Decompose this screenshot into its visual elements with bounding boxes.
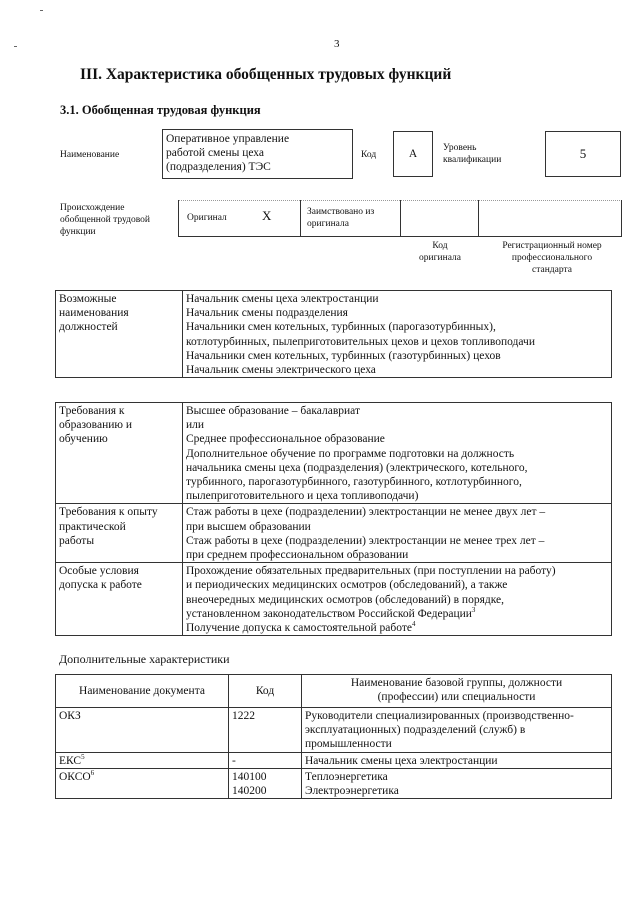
row-name-line: Руководители специализированных (производственно- [305, 710, 574, 722]
row-name [302, 708, 612, 753]
positions-label-line: наименования [59, 307, 129, 320]
borrowed-line: оригинала [307, 219, 349, 229]
scan-mark [14, 46, 17, 47]
reg-number-line: стандарта [532, 265, 572, 275]
row-name-line: Теплоэнергетика [305, 770, 388, 783]
conditions-label-line: допуска к работе [59, 579, 142, 592]
code-original-line: Код [432, 241, 448, 251]
education-label-line: образованию и [59, 419, 132, 432]
conditions-label-line: Особые условия [59, 565, 139, 578]
requirements-table [55, 402, 612, 636]
row-name-line: Электроэнергетика [305, 785, 399, 798]
experience-label-line: Требования к опыту [59, 506, 158, 519]
row-doc [56, 708, 229, 753]
origin-divider [300, 200, 301, 237]
conditions-line: Прохождение обязательных предварительных (при поступлении на работу) [186, 565, 556, 578]
row-doc [56, 768, 229, 798]
row-code-line: 140100 [232, 770, 267, 783]
row-name-line: Начальник смены цеха электростанции [305, 754, 498, 767]
education-label-line: Требования к [59, 405, 125, 417]
experience-line: Стаж работы в цехе (подразделении) электростанции не менее двух лет – [186, 506, 546, 519]
position-line: Начальник смены подразделения [186, 307, 348, 320]
origin-divider [178, 200, 179, 237]
subsection-title: 3.1. Обобщенная трудовая функция [60, 103, 261, 117]
section-title: III. Характеристика обобщенных трудовых функций [80, 66, 452, 83]
row-name-line: промышленности [305, 738, 392, 751]
origin-divider [478, 200, 479, 237]
row-code [229, 708, 302, 753]
row-code-line: - [232, 754, 236, 767]
origin-divider [621, 200, 622, 237]
row-doc-text: ЕКС [59, 754, 82, 767]
position-line: Начальники смен котельных, турбинных (парогазотурбинных), [186, 321, 496, 334]
education-cell [183, 403, 612, 504]
education-line: пылеприготовительного и цеха топливоподачи) [186, 490, 419, 503]
position-line: котлотурбинных, пылеприготовительных цехов и цехов топливоподачи [186, 335, 535, 348]
position-line: Начальник смены электрического цеха [186, 364, 376, 377]
row-doc-text: ОКСО [59, 770, 91, 783]
row-name [302, 752, 612, 768]
code-value-box [393, 131, 433, 177]
conditions-line-with-footnote [186, 607, 608, 621]
conditions-line: установленном законодательством Российской Федерации [186, 607, 472, 620]
experience-cell [183, 504, 612, 563]
education-line: или [186, 419, 205, 432]
row-doc [56, 752, 229, 768]
education-label-cell [56, 403, 183, 504]
education-label-line: обучению [59, 433, 108, 446]
borrowed-label [307, 206, 374, 230]
header-name-line: (профессии) или специальности [377, 691, 536, 704]
additional-table [55, 674, 612, 799]
footnote-ref: 5 [81, 752, 85, 761]
positions-label-line: Возможные [59, 293, 117, 305]
education-line: начальника смены цеха (подразделения) (электрического, котельного, [186, 461, 528, 474]
experience-label-line: работы [59, 534, 95, 547]
row-code-line: 1222 [232, 710, 255, 722]
level-value-box [545, 131, 621, 177]
origin-label-line: обобщенной трудовой [60, 215, 150, 225]
borrowed-line: Заимствовано из [307, 207, 375, 217]
level-label [443, 142, 501, 166]
original-label: Оригинал [187, 213, 227, 223]
education-line: Среднее профессиональное образование [186, 433, 385, 446]
header-name [302, 675, 612, 708]
code-label: Код [361, 150, 377, 160]
row-code-line: 140200 [232, 785, 267, 798]
table-row [56, 708, 612, 753]
table-row [56, 752, 612, 768]
code-original-caption [405, 240, 475, 264]
original-mark: X [262, 208, 272, 223]
origin-label [60, 202, 150, 238]
row-code [229, 752, 302, 768]
experience-label-cell [56, 504, 183, 563]
experience-line: при высшем образовании [186, 520, 311, 533]
header-name-line: Наименование базовой группы, должности [350, 677, 563, 689]
level-value: 5 [579, 146, 587, 161]
row-name-line: эксплуатационных) подразделений (служб) в [305, 724, 526, 737]
function-name-line: (подразделения) ТЭС [166, 161, 271, 173]
page-number: 3 [334, 38, 340, 50]
conditions-cell [183, 563, 612, 636]
header-code: Код [229, 675, 302, 708]
footnote-ref: 3 [471, 606, 476, 615]
positions-table [55, 290, 612, 378]
row-doc-text: ОКЗ [59, 710, 81, 722]
additional-title: Дополнительные характеристики [59, 652, 230, 666]
function-name-line: Оперативное управление [166, 133, 290, 145]
education-line: турбинного, парогазотурбинного, газотурбинного, котлотурбинного, [186, 476, 522, 489]
function-name-box [162, 129, 353, 179]
reg-number-line: профессионального [511, 253, 593, 263]
footnote-ref: 6 [90, 768, 95, 777]
positions-label-cell [56, 291, 183, 378]
level-label-line: Уровень [443, 143, 477, 153]
header-doc: Наименование документа [56, 675, 229, 708]
origin-label-line: Происхождение [60, 203, 125, 213]
origin-divider [400, 200, 401, 237]
origin-label-line: функции [60, 227, 96, 237]
conditions-last: Получение допуска к самостоятельной работе [186, 622, 412, 635]
table-row [56, 768, 612, 798]
level-label-line: квалификации [443, 155, 502, 165]
row-name [302, 768, 612, 798]
function-name-line: работой смены цеха [166, 147, 265, 159]
experience-line: при среднем профессиональном образовании [186, 549, 409, 562]
education-line: Дополнительное обучение по программе подготовки на должность [186, 447, 515, 460]
conditions-line: и периодических медицинских осмотров (обследований), а также [186, 579, 508, 592]
code-original-line: оригинала [419, 253, 461, 263]
education-line: Высшее образование – бакалавриат [186, 405, 360, 417]
position-line: Начальники смен котельных, турбинных (газотурбинных) цехов [186, 349, 501, 362]
positions-list-cell [183, 291, 612, 378]
experience-label-line: практической [59, 520, 126, 533]
reg-number-caption [482, 240, 622, 276]
conditions-line: внеочередных медицинских осмотров (обследований) в порядке, [186, 593, 505, 606]
conditions-line-with-footnote [186, 621, 608, 635]
row-code [229, 768, 302, 798]
conditions-label-cell [56, 563, 183, 636]
positions-label-line: должностей [59, 321, 118, 334]
footnote-ref: 4 [411, 620, 416, 629]
name-label: Наименование [60, 150, 120, 160]
position-line: Начальник смены цеха электростанции [186, 293, 379, 305]
reg-number-line: Регистрационный номер [502, 241, 602, 251]
experience-line: Стаж работы в цехе (подразделении) электростанции не менее трех лет – [186, 534, 545, 547]
code-value: А [408, 148, 418, 160]
scan-mark [40, 10, 43, 11]
